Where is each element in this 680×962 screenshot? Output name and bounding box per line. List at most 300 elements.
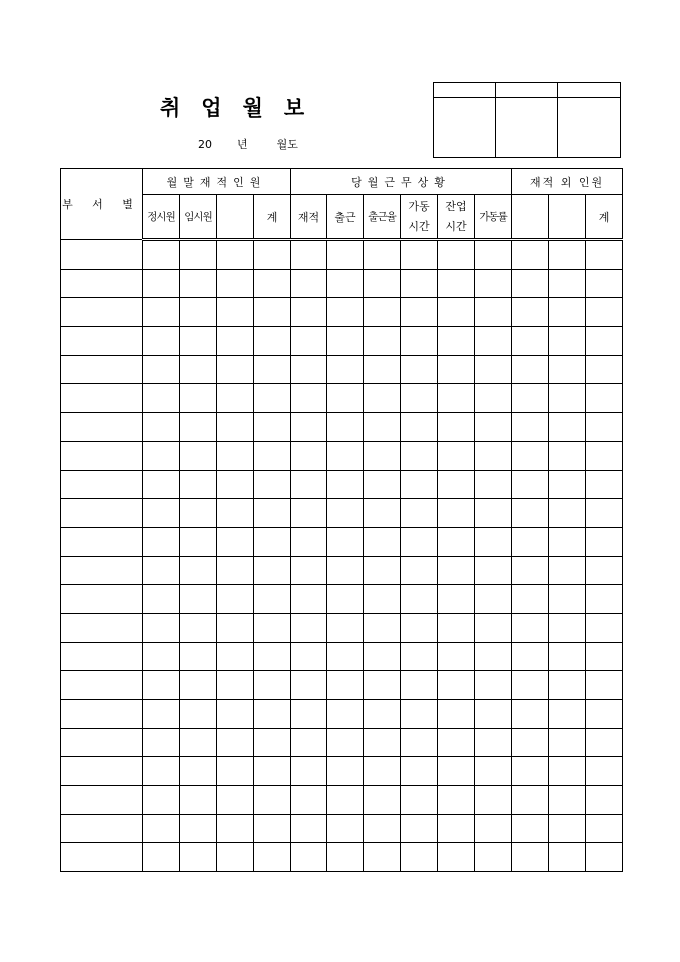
table-cell[interactable]: [61, 671, 143, 700]
table-cell[interactable]: [291, 843, 327, 872]
table-cell[interactable]: [512, 269, 549, 298]
table-cell[interactable]: [143, 413, 180, 442]
table-cell[interactable]: [401, 814, 438, 843]
table-cell[interactable]: [143, 384, 180, 413]
table-cell[interactable]: [291, 269, 327, 298]
table-cell[interactable]: [586, 728, 623, 757]
table-cell[interactable]: [586, 384, 623, 413]
table-cell[interactable]: [401, 728, 438, 757]
table-cell[interactable]: [143, 355, 180, 384]
table-cell[interactable]: [217, 470, 254, 499]
table-cell[interactable]: [475, 413, 512, 442]
table-cell[interactable]: [327, 700, 364, 729]
table-cell[interactable]: [364, 585, 401, 614]
table-cell[interactable]: [549, 298, 586, 327]
table-cell[interactable]: [180, 585, 217, 614]
table-cell[interactable]: [475, 240, 512, 270]
table-cell[interactable]: [364, 642, 401, 671]
table-cell[interactable]: [586, 327, 623, 356]
table-cell[interactable]: [364, 413, 401, 442]
table-cell[interactable]: [61, 355, 143, 384]
table-cell[interactable]: [549, 384, 586, 413]
table-cell[interactable]: [217, 499, 254, 528]
table-cell[interactable]: [586, 757, 623, 786]
table-cell[interactable]: [180, 355, 217, 384]
table-cell[interactable]: [291, 728, 327, 757]
table-cell[interactable]: [254, 786, 291, 815]
table-cell[interactable]: [180, 728, 217, 757]
table-cell[interactable]: [327, 613, 364, 642]
table-cell[interactable]: [61, 642, 143, 671]
table-cell[interactable]: [61, 814, 143, 843]
table-cell[interactable]: [143, 613, 180, 642]
table-cell[interactable]: [586, 413, 623, 442]
table-cell[interactable]: [143, 527, 180, 556]
table-cell[interactable]: [438, 757, 475, 786]
table-cell[interactable]: [586, 499, 623, 528]
table-cell[interactable]: [512, 671, 549, 700]
table-cell[interactable]: [475, 642, 512, 671]
table-cell[interactable]: [327, 499, 364, 528]
table-cell[interactable]: [327, 298, 364, 327]
table-cell[interactable]: [327, 240, 364, 270]
table-cell[interactable]: [438, 843, 475, 872]
table-cell[interactable]: [475, 298, 512, 327]
table-cell[interactable]: [364, 384, 401, 413]
table-cell[interactable]: [549, 642, 586, 671]
table-cell[interactable]: [512, 814, 549, 843]
table-cell[interactable]: [61, 470, 143, 499]
table-cell[interactable]: [512, 613, 549, 642]
table-cell[interactable]: [401, 671, 438, 700]
table-cell[interactable]: [254, 470, 291, 499]
table-cell[interactable]: [549, 441, 586, 470]
table-cell[interactable]: [364, 843, 401, 872]
table-cell[interactable]: [180, 843, 217, 872]
table-cell[interactable]: [61, 613, 143, 642]
table-cell[interactable]: [586, 556, 623, 585]
table-cell[interactable]: [217, 814, 254, 843]
table-cell[interactable]: [327, 843, 364, 872]
table-cell[interactable]: [512, 384, 549, 413]
table-cell[interactable]: [512, 413, 549, 442]
table-cell[interactable]: [254, 728, 291, 757]
table-cell[interactable]: [180, 527, 217, 556]
table-cell[interactable]: [291, 613, 327, 642]
table-cell[interactable]: [254, 671, 291, 700]
table-cell[interactable]: [401, 700, 438, 729]
table-cell[interactable]: [549, 269, 586, 298]
table-cell[interactable]: [512, 441, 549, 470]
table-cell[interactable]: [586, 814, 623, 843]
table-cell[interactable]: [143, 470, 180, 499]
table-cell[interactable]: [180, 240, 217, 270]
table-cell[interactable]: [327, 470, 364, 499]
table-cell[interactable]: [291, 470, 327, 499]
table-cell[interactable]: [327, 413, 364, 442]
table-cell[interactable]: [217, 728, 254, 757]
table-cell[interactable]: [254, 298, 291, 327]
table-cell[interactable]: [143, 269, 180, 298]
table-cell[interactable]: [512, 700, 549, 729]
table-cell[interactable]: [475, 671, 512, 700]
table-cell[interactable]: [401, 240, 438, 270]
table-cell[interactable]: [143, 298, 180, 327]
table-cell[interactable]: [291, 240, 327, 270]
table-cell[interactable]: [586, 700, 623, 729]
table-cell[interactable]: [475, 814, 512, 843]
table-cell[interactable]: [586, 671, 623, 700]
table-cell[interactable]: [217, 441, 254, 470]
table-cell[interactable]: [291, 413, 327, 442]
table-cell[interactable]: [475, 527, 512, 556]
table-cell[interactable]: [586, 240, 623, 270]
table-cell[interactable]: [143, 585, 180, 614]
table-cell[interactable]: [217, 413, 254, 442]
table-cell[interactable]: [291, 556, 327, 585]
table-cell[interactable]: [401, 413, 438, 442]
table-cell[interactable]: [401, 757, 438, 786]
table-cell[interactable]: [143, 728, 180, 757]
table-cell[interactable]: [254, 642, 291, 671]
table-cell[interactable]: [364, 671, 401, 700]
table-cell[interactable]: [291, 700, 327, 729]
table-cell[interactable]: [512, 728, 549, 757]
table-cell[interactable]: [401, 499, 438, 528]
table-cell[interactable]: [217, 757, 254, 786]
table-cell[interactable]: [512, 499, 549, 528]
table-cell[interactable]: [364, 613, 401, 642]
table-cell[interactable]: [291, 814, 327, 843]
table-cell[interactable]: [61, 327, 143, 356]
table-cell[interactable]: [217, 843, 254, 872]
table-cell[interactable]: [586, 642, 623, 671]
table-cell[interactable]: [180, 671, 217, 700]
table-cell[interactable]: [364, 240, 401, 270]
table-cell[interactable]: [61, 585, 143, 614]
table-cell[interactable]: [254, 814, 291, 843]
table-cell[interactable]: [401, 585, 438, 614]
table-cell[interactable]: [401, 298, 438, 327]
table-cell[interactable]: [61, 728, 143, 757]
table-cell[interactable]: [327, 671, 364, 700]
table-cell[interactable]: [364, 499, 401, 528]
table-cell[interactable]: [143, 814, 180, 843]
table-cell[interactable]: [438, 642, 475, 671]
table-cell[interactable]: [143, 671, 180, 700]
table-cell[interactable]: [180, 700, 217, 729]
table-cell[interactable]: [291, 527, 327, 556]
table-cell[interactable]: [475, 757, 512, 786]
table-cell[interactable]: [254, 355, 291, 384]
table-cell[interactable]: [291, 642, 327, 671]
table-cell[interactable]: [254, 327, 291, 356]
table-cell[interactable]: [475, 441, 512, 470]
table-cell[interactable]: [549, 814, 586, 843]
table-cell[interactable]: [327, 585, 364, 614]
table-cell[interactable]: [291, 384, 327, 413]
table-cell[interactable]: [401, 327, 438, 356]
table-cell[interactable]: [475, 355, 512, 384]
table-cell[interactable]: [217, 613, 254, 642]
table-cell[interactable]: [549, 527, 586, 556]
table-cell[interactable]: [512, 585, 549, 614]
table-cell[interactable]: [327, 728, 364, 757]
table-cell[interactable]: [143, 240, 180, 270]
table-cell[interactable]: [586, 298, 623, 327]
table-cell[interactable]: [217, 671, 254, 700]
table-cell[interactable]: [291, 298, 327, 327]
table-cell[interactable]: [291, 757, 327, 786]
table-cell[interactable]: [217, 700, 254, 729]
table-cell[interactable]: [512, 470, 549, 499]
table-cell[interactable]: [512, 843, 549, 872]
table-cell[interactable]: [254, 269, 291, 298]
table-cell[interactable]: [217, 355, 254, 384]
table-cell[interactable]: [586, 585, 623, 614]
table-cell[interactable]: [512, 786, 549, 815]
table-cell[interactable]: [549, 556, 586, 585]
table-cell[interactable]: [438, 298, 475, 327]
table-cell[interactable]: [549, 843, 586, 872]
table-cell[interactable]: [217, 327, 254, 356]
table-cell[interactable]: [327, 814, 364, 843]
table-cell[interactable]: [61, 556, 143, 585]
table-cell[interactable]: [549, 786, 586, 815]
table-cell[interactable]: [143, 700, 180, 729]
table-cell[interactable]: [401, 470, 438, 499]
table-cell[interactable]: [180, 384, 217, 413]
table-cell[interactable]: [438, 413, 475, 442]
table-cell[interactable]: [254, 240, 291, 270]
table-cell[interactable]: [438, 585, 475, 614]
table-cell[interactable]: [327, 786, 364, 815]
table-cell[interactable]: [217, 240, 254, 270]
table-cell[interactable]: [217, 642, 254, 671]
table-cell[interactable]: [549, 355, 586, 384]
table-cell[interactable]: [549, 757, 586, 786]
table-cell[interactable]: [217, 786, 254, 815]
table-cell[interactable]: [327, 556, 364, 585]
table-cell[interactable]: [180, 441, 217, 470]
table-cell[interactable]: [475, 499, 512, 528]
table-cell[interactable]: [586, 613, 623, 642]
table-cell[interactable]: [143, 843, 180, 872]
table-cell[interactable]: [549, 728, 586, 757]
table-cell[interactable]: [475, 384, 512, 413]
table-cell[interactable]: [586, 786, 623, 815]
table-cell[interactable]: [401, 269, 438, 298]
table-cell[interactable]: [143, 642, 180, 671]
table-cell[interactable]: [327, 441, 364, 470]
table-cell[interactable]: [364, 556, 401, 585]
table-cell[interactable]: [401, 556, 438, 585]
table-cell[interactable]: [143, 327, 180, 356]
table-cell[interactable]: [143, 556, 180, 585]
table-cell[interactable]: [438, 269, 475, 298]
table-cell[interactable]: [291, 499, 327, 528]
table-cell[interactable]: [401, 384, 438, 413]
table-cell[interactable]: [475, 843, 512, 872]
table-cell[interactable]: [61, 441, 143, 470]
table-cell[interactable]: [180, 786, 217, 815]
table-cell[interactable]: [327, 642, 364, 671]
table-cell[interactable]: [549, 613, 586, 642]
table-cell[interactable]: [61, 384, 143, 413]
approval-sign-cell[interactable]: [558, 98, 621, 158]
table-cell[interactable]: [327, 269, 364, 298]
table-cell[interactable]: [61, 413, 143, 442]
table-cell[interactable]: [180, 413, 217, 442]
table-cell[interactable]: [549, 240, 586, 270]
table-cell[interactable]: [586, 470, 623, 499]
table-cell[interactable]: [61, 843, 143, 872]
table-cell[interactable]: [586, 269, 623, 298]
table-cell[interactable]: [364, 527, 401, 556]
table-cell[interactable]: [475, 269, 512, 298]
table-cell[interactable]: [512, 327, 549, 356]
table-cell[interactable]: [364, 327, 401, 356]
table-cell[interactable]: [438, 470, 475, 499]
table-cell[interactable]: [438, 327, 475, 356]
table-cell[interactable]: [291, 671, 327, 700]
table-cell[interactable]: [586, 355, 623, 384]
table-cell[interactable]: [364, 269, 401, 298]
table-cell[interactable]: [327, 384, 364, 413]
table-cell[interactable]: [438, 814, 475, 843]
table-cell[interactable]: [364, 355, 401, 384]
approval-sign-cell[interactable]: [434, 98, 496, 158]
table-cell[interactable]: [254, 499, 291, 528]
table-cell[interactable]: [438, 700, 475, 729]
table-cell[interactable]: [438, 527, 475, 556]
table-cell[interactable]: [254, 700, 291, 729]
table-cell[interactable]: [438, 556, 475, 585]
table-cell[interactable]: [364, 298, 401, 327]
table-cell[interactable]: [364, 814, 401, 843]
table-cell[interactable]: [143, 499, 180, 528]
table-cell[interactable]: [364, 700, 401, 729]
table-cell[interactable]: [217, 269, 254, 298]
table-cell[interactable]: [549, 585, 586, 614]
table-cell[interactable]: [291, 355, 327, 384]
table-cell[interactable]: [512, 642, 549, 671]
table-cell[interactable]: [512, 527, 549, 556]
table-cell[interactable]: [401, 441, 438, 470]
table-cell[interactable]: [438, 786, 475, 815]
table-cell[interactable]: [512, 757, 549, 786]
table-cell[interactable]: [217, 384, 254, 413]
table-cell[interactable]: [438, 355, 475, 384]
table-cell[interactable]: [401, 843, 438, 872]
table-cell[interactable]: [180, 613, 217, 642]
table-cell[interactable]: [364, 470, 401, 499]
table-cell[interactable]: [254, 757, 291, 786]
table-cell[interactable]: [364, 728, 401, 757]
table-cell[interactable]: [291, 786, 327, 815]
table-cell[interactable]: [217, 556, 254, 585]
table-cell[interactable]: [61, 240, 143, 270]
table-cell[interactable]: [549, 413, 586, 442]
table-cell[interactable]: [438, 499, 475, 528]
table-cell[interactable]: [327, 355, 364, 384]
table-cell[interactable]: [549, 671, 586, 700]
table-cell[interactable]: [401, 355, 438, 384]
table-cell[interactable]: [401, 527, 438, 556]
table-cell[interactable]: [438, 384, 475, 413]
table-cell[interactable]: [217, 298, 254, 327]
table-cell[interactable]: [475, 786, 512, 815]
approval-sign-cell[interactable]: [496, 98, 558, 158]
table-cell[interactable]: [438, 240, 475, 270]
table-cell[interactable]: [254, 441, 291, 470]
table-cell[interactable]: [364, 441, 401, 470]
table-cell[interactable]: [401, 642, 438, 671]
table-cell[interactable]: [143, 757, 180, 786]
table-cell[interactable]: [438, 728, 475, 757]
table-cell[interactable]: [61, 499, 143, 528]
table-cell[interactable]: [291, 441, 327, 470]
table-cell[interactable]: [180, 556, 217, 585]
table-cell[interactable]: [61, 700, 143, 729]
table-cell[interactable]: [254, 413, 291, 442]
table-cell[interactable]: [586, 527, 623, 556]
table-cell[interactable]: [438, 613, 475, 642]
table-cell[interactable]: [180, 269, 217, 298]
table-cell[interactable]: [586, 441, 623, 470]
table-cell[interactable]: [401, 786, 438, 815]
table-cell[interactable]: [327, 327, 364, 356]
table-cell[interactable]: [180, 298, 217, 327]
table-cell[interactable]: [254, 556, 291, 585]
table-cell[interactable]: [217, 585, 254, 614]
table-cell[interactable]: [143, 786, 180, 815]
table-cell[interactable]: [327, 527, 364, 556]
table-cell[interactable]: [438, 671, 475, 700]
table-cell[interactable]: [475, 585, 512, 614]
table-cell[interactable]: [254, 384, 291, 413]
table-cell[interactable]: [143, 441, 180, 470]
table-cell[interactable]: [364, 786, 401, 815]
table-cell[interactable]: [475, 470, 512, 499]
table-cell[interactable]: [254, 585, 291, 614]
table-cell[interactable]: [180, 470, 217, 499]
table-cell[interactable]: [512, 298, 549, 327]
table-cell[interactable]: [180, 327, 217, 356]
table-cell[interactable]: [512, 556, 549, 585]
table-cell[interactable]: [254, 613, 291, 642]
table-cell[interactable]: [291, 327, 327, 356]
table-cell[interactable]: [291, 585, 327, 614]
table-cell[interactable]: [401, 613, 438, 642]
table-cell[interactable]: [180, 499, 217, 528]
table-cell[interactable]: [364, 757, 401, 786]
table-cell[interactable]: [61, 757, 143, 786]
table-cell[interactable]: [61, 298, 143, 327]
table-cell[interactable]: [512, 355, 549, 384]
table-cell[interactable]: [61, 786, 143, 815]
table-cell[interactable]: [180, 757, 217, 786]
table-cell[interactable]: [475, 728, 512, 757]
table-cell[interactable]: [217, 527, 254, 556]
table-cell[interactable]: [549, 499, 586, 528]
table-cell[interactable]: [180, 814, 217, 843]
table-cell[interactable]: [254, 527, 291, 556]
table-cell[interactable]: [61, 527, 143, 556]
table-cell[interactable]: [61, 269, 143, 298]
table-cell[interactable]: [475, 556, 512, 585]
table-cell[interactable]: [180, 642, 217, 671]
